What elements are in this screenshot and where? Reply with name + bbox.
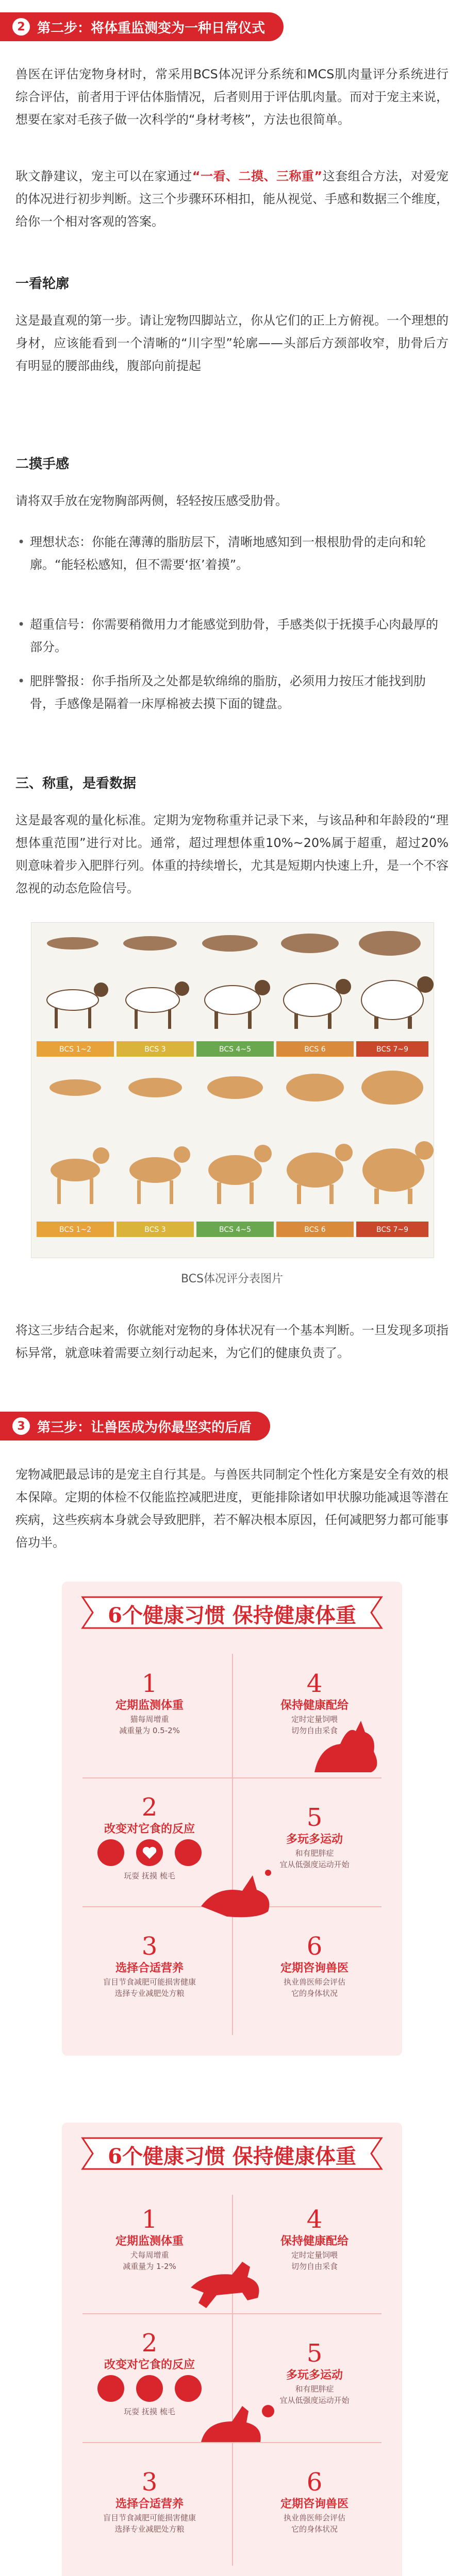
cat-habit-5: [242, 1803, 387, 1870]
bullet-overweight: • 超重信号：你需要稍微用力才能感觉到肋骨，手感类似于抚摸手心肉最厚的部分。: [15, 613, 449, 658]
dog-side-row: [47, 976, 434, 1029]
habit-title: 改变对它食的反应: [104, 2359, 195, 2371]
cat-card-title: 6个健康习惯 保持健康体重: [108, 1603, 356, 1628]
dog-habit-6: [242, 2468, 387, 2535]
habit-title: 改变对它食的反应: [104, 1823, 195, 1836]
habit-desc: 犬每周增重 减重量为 1-2%: [123, 2250, 176, 2271]
look-text: 这是最直观的第一步。请让宠物四脚站立，你从它们的正上方俯视。一个理想的身材，应该能看到一个清晰的“川字型”轮廓——头部后方颈部收窄，肋骨后方有明显的腰部曲线，腹部向前提起: [15, 313, 449, 373]
intro2-a: 耿文静建议，宠主可以在家通过: [15, 169, 192, 183]
step3-banner: [0, 1412, 270, 1440]
toy-icon: [97, 1839, 124, 1866]
step3-header: [0, 1412, 464, 1440]
step2-banner: [0, 12, 284, 41]
habit-title: 多玩多运动: [286, 2369, 343, 2382]
habit-title: 选择合适营养: [115, 2498, 184, 2511]
step2-intro-1: 兽医在评估宠物身材时，常采用BCS体况评分系统和MCS肌肉量评分系统进行综合评估，前者用于评估体脂情况，后者则用于评估肌肉量。而对于宠主来说，想要在家对毛孩子做一次科学的“身材考核”，方法也很简单。: [15, 67, 449, 127]
bcs-illustration: [31, 923, 434, 1258]
cat-top-row: [49, 1071, 423, 1105]
cat-playing-icon: [196, 1865, 278, 1922]
intro2-highlight: “一看、二摸、三称重”: [192, 169, 323, 183]
habit-desc: 猫每周增重 减重量为 0.5-2%: [119, 1715, 180, 1735]
habit-desc: 执业兽医师会评估 它的身体状况: [283, 1977, 345, 1998]
look-title: 一看轮廓: [15, 276, 70, 292]
habit-number: 3: [141, 1932, 158, 1961]
habit-desc: 定时定量饲喂 切勿自由采食: [291, 2250, 338, 2271]
bullet-obese: • 肥胖警报：你手指所及之处都是软绵绵的脂肪，必须用力按压才能找到肋骨，手感像是隔着一床厚棉被去摸下面的键盘。: [15, 670, 449, 715]
habit-title: 保持健康配给: [280, 1699, 349, 1712]
habit-number: 4: [306, 2205, 323, 2234]
habit-desc: 和有肥胖症 宜从低强度运动开始: [279, 1849, 350, 1869]
habit-number: 5: [306, 1803, 323, 1832]
dog-label-3: BCS 4~5: [219, 1045, 252, 1054]
dog-card-vline: [232, 2195, 233, 2566]
cat-card-hline-1: [82, 1777, 382, 1778]
cat-habit-3: [77, 1932, 222, 1999]
habit-title: 选择合适营养: [115, 1962, 184, 1975]
habit-number: 4: [306, 1669, 323, 1698]
cat-label-2: BCS 3: [144, 1226, 166, 1234]
step2-number: 2: [12, 18, 30, 36]
paw-icon: [136, 2375, 163, 2402]
habit-title: 定期监测体重: [115, 2235, 184, 2248]
dog-top-row: [47, 931, 421, 956]
cat-habit-1: [77, 1669, 222, 1736]
habit-number: 5: [306, 2339, 323, 2368]
habit-desc: 盲目节食减肥可能损害健康 选择专业减肥处方粮: [103, 1977, 196, 1998]
habit-number: 6: [306, 2468, 323, 2497]
cat-label-4: BCS 6: [304, 1226, 326, 1234]
cat-habit-6: [242, 1932, 387, 1999]
dog-running-icon: [186, 2251, 273, 2313]
habit-title: 保持健康配给: [280, 2235, 349, 2248]
habit-number: 6: [306, 1932, 323, 1961]
ball-icon: [97, 2375, 124, 2402]
habit-number: 2: [141, 2329, 158, 2358]
cat-side-row: [51, 1141, 434, 1204]
step2-intro-2: [15, 165, 449, 233]
habit-desc: 定时定量饲喂 切勿自由采食: [291, 1715, 338, 1735]
step3-title: 第三步：让兽医成为你最坚实的后盾: [37, 1419, 252, 1435]
habit-desc: 盲目节食减肥可能损害健康 选择专业减肥处方粮: [103, 2513, 196, 2534]
habit-number: 1: [141, 2205, 158, 2234]
step3-text: 宠物减肥最忌讳的是宠主自行其是。与兽医共同制定个性化方案是安全有效的根本保障。定期的体检不仅能监控减肥进度，更能排除诸如甲状腺功能减退等潜在疾病，这些疾病本身就会导致肥胖，若不解决根本原因，任何减肥努力都可能事倍功半。: [15, 1467, 449, 1550]
dog-ball-icon: [191, 2391, 278, 2452]
touch-text: 请将双手放在宠物胸部两侧，轻轻按压感受肋骨。: [15, 494, 288, 508]
dog-card-hline-1: [82, 2313, 382, 2314]
dog-label-2: BCS 3: [144, 1045, 166, 1054]
habit-desc: 玩耍 抚摸 梳毛: [124, 1871, 175, 1880]
cat-label-5: BCS 7~9: [376, 1226, 409, 1234]
weigh-text: 这是最客观的量化标准。定期为宠物称重并记录下来，与该品种和年龄段的“理想体重范围”进行对比。通常，超过理想体重10%~20%属于超重，超过20%则意味着步入肥胖行列。体重的持续增长，尤其是短期内快速上升，是一个不容忽视的动态危险信号。: [15, 813, 449, 895]
cat-label-3: BCS 4~5: [219, 1226, 252, 1234]
habit-title: 定期咨询兽医: [280, 2498, 349, 2511]
habit-desc: 玩耍 抚摸 梳毛: [124, 2407, 175, 2416]
dog-card-title: 6个健康习惯 保持健康体重: [108, 2144, 356, 2168]
dog-habit-3: [77, 2468, 222, 2535]
cat-silhouette-icon: [304, 1716, 387, 1777]
habit-number: 3: [141, 2468, 158, 2497]
bcs-chart-image: [31, 922, 434, 1258]
step2-header: [0, 12, 464, 41]
habit-title: 多玩多运动: [286, 1833, 343, 1846]
weigh-title: 三、称重，是看数据: [15, 776, 137, 791]
step3-number: 3: [12, 1417, 30, 1435]
habit-desc: 执业兽医师会评估 它的身体状况: [283, 2513, 345, 2534]
intro2-b: 这套组合方法，对爱宠的体况进行初步判断。这三个步骤环环相扣，能从视觉、手感和数据三个维度，给你一个相对客观的答案。: [15, 169, 449, 229]
step2-title: 第二步：将体重监测变为一种日常仪式: [37, 20, 266, 36]
dog-habits-card: [62, 2123, 402, 2576]
reaction-icons: [88, 1837, 211, 1868]
touch-title: 二摸手感: [15, 456, 70, 472]
habit-number: 1: [141, 1669, 158, 1698]
brush-icon: [175, 1839, 202, 1866]
cat-habits-card: [62, 1582, 402, 2056]
bcs-caption: BCS体况评分表图片: [180, 1273, 284, 1285]
step2-summary: 将这三步结合起来，你就能对宠物的身体状况有一个基本判断。一旦发现多项指标异常，就意味着需要立刻行动起来，为它们的健康负责了。: [15, 1323, 449, 1360]
habit-number: 2: [141, 1793, 158, 1822]
dog-label-1: BCS 1~2: [59, 1045, 92, 1054]
dog-label-5: BCS 7~9: [376, 1045, 409, 1054]
habit-title: 定期监测体重: [115, 1699, 184, 1712]
dog-label-4: BCS 6: [304, 1045, 326, 1054]
habit-desc: 和有肥胖症 宜从低强度运动开始: [279, 2384, 350, 2405]
habit-title: 定期咨询兽医: [280, 1962, 349, 1975]
cat-card-vline: [232, 1654, 233, 2035]
bullet-ideal: • 理想状态：你能在薄薄的脂肪层下，清晰地感知到一根根肋骨的走向和轮廓。“能轻松感知，但不需要‘抠’着摸”。: [15, 531, 449, 576]
cat-label-1: BCS 1~2: [59, 1226, 92, 1234]
